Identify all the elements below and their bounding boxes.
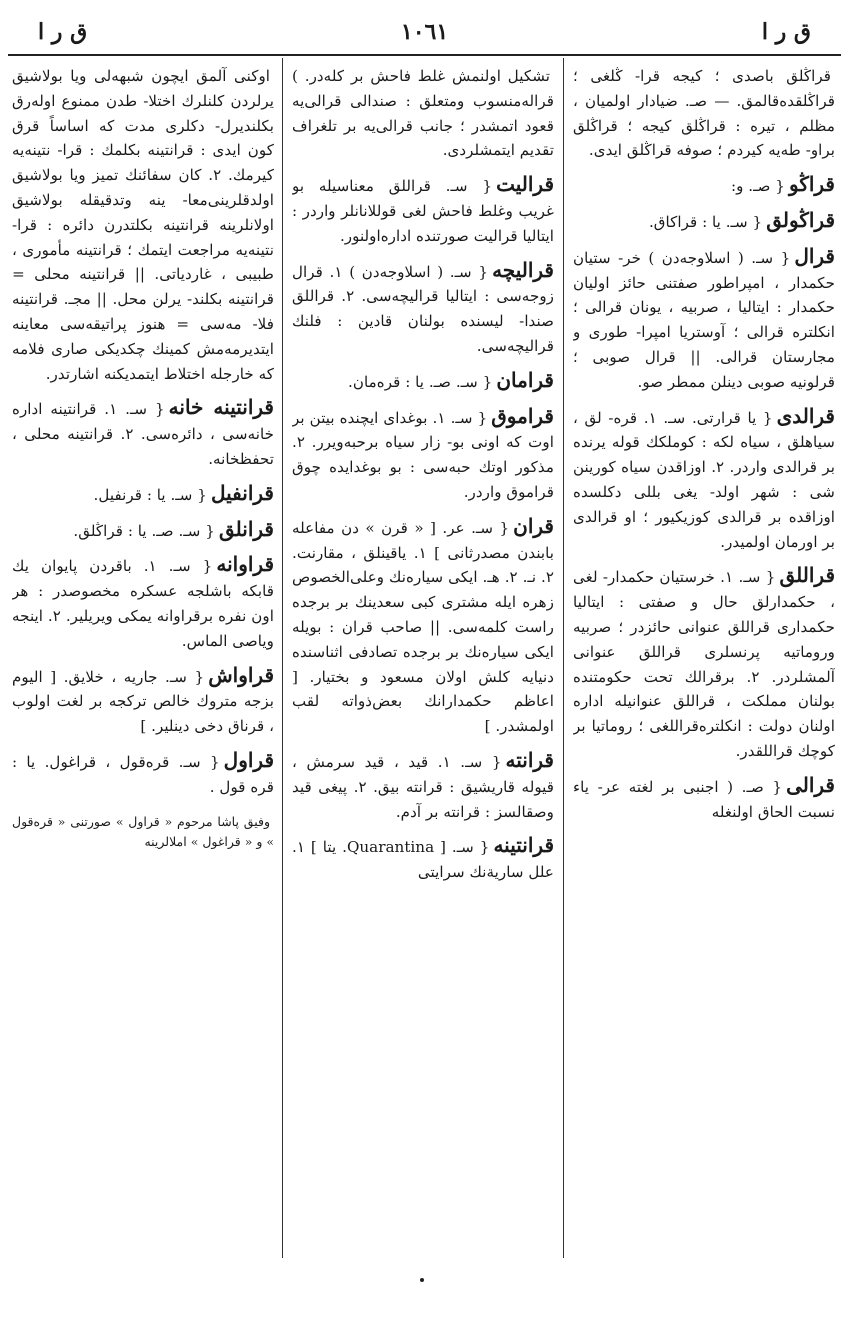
entry bbox=[12, 517, 274, 544]
entry bbox=[292, 258, 554, 359]
definition: { سـ. ١. بوغداى ايچنده بيتن بر اوت كه اونى بو- زار سياه برحبه‌ويرر. ٢. مذكور اوتك حبه‌سى : بو بوغدايده چوق قراموق واردر. bbox=[292, 408, 554, 501]
entry bbox=[12, 481, 274, 508]
entry bbox=[292, 833, 554, 885]
definition: { سـ. ١. باقردن پايوان يك قابكه باشلجه عسكره مخصوصدر : هر اون نفره برقراوانه يمكى ويريلير. ٢. اينجه وياصى الماس. bbox=[12, 557, 274, 650]
headword: قرالى bbox=[786, 772, 835, 797]
entry bbox=[292, 172, 554, 248]
headword: قراللق bbox=[779, 563, 835, 588]
entry bbox=[573, 244, 835, 395]
definition: { صـ. و: bbox=[731, 177, 785, 196]
headword: قراليت bbox=[496, 172, 554, 197]
definition: { يا قرارتى. سـ. ١. قره- لق ، سياهلق ، سياه لكه : كوملكك قوله يرنده بر قرالدى واردر. ٢. اوزاقدن سياه كورينن شى : شهر اولد- يغى بللى دكلسده اوزاقده بر قرالدى كوزيكيور ؛ او قرالدى بر اورمان اولميدر. bbox=[573, 408, 835, 551]
entry bbox=[573, 208, 835, 235]
entry bbox=[12, 663, 274, 739]
headword: قراڭولق bbox=[766, 207, 835, 232]
page-dot bbox=[420, 1278, 424, 1282]
entry bbox=[12, 748, 274, 800]
definition: { سـ. جاريه ، خلايق. [ اليوم بزجه متروك خالص تركجه بر لغت اولوب ، قرناق دخى دينلير. ] bbox=[12, 667, 274, 736]
headword: قرال bbox=[794, 243, 835, 268]
entry bbox=[292, 514, 554, 739]
entry bbox=[292, 62, 554, 163]
headword: قرانلق bbox=[218, 516, 274, 541]
headword: قراڭو bbox=[788, 172, 835, 197]
definition: اوكنى آلمق ايچون شبهه‌لى ويا بولاشيق يرلردن كلنلرك اختلا- طدن ممنوع اوله‌رق بكلنديرل- دكلرى مدت كه اساساً قرق كون ايدى : قرانتينه بكلمك : قرا- نتينه‌يه كيرمك. ٢. كان سفائنك تميز ويا بولاشيق اولدقلرينى‌معا- ينه وتدقيقله بولاشيق اولانلرينه قرانتينه بكلتدرن دائره : قرا- نتينه‌يه مراجعت ايتمك ؛ قرانتينه مأمورى ، طبيبى ، غاردياتى. || قرانتينه محلى = قرانتينه بكلند- يرلن محل. || مجـ. قرانتينه فلا- مه‌سى = هنوز پراتيقه‌سى معاينه ايتديرمه‌مش كمينك چكديكى صارى فلامه كه خارجله اختلاط ايتمديكنه اشارتدر. bbox=[12, 67, 274, 383]
headword: قرانتينه خانه bbox=[168, 395, 274, 420]
definition: { سـ. ١. خرستيان حكمدار- لغى ، حكمدارلق حال و صفتى : ايتاليا حكمدارى قراللق عنوانى حائزدر ؛ صربيه وروماتيه پرنسلرى قراللق عنوانى آلمشلردر. ٢. برقرالك تحت حكومتنده بولنان مملكت ، قراللق عنوانيله اداره اولنان دولت : انكلتره‌قراللغى ؛ روماتيا بر كوچك قراللقدر. bbox=[573, 568, 835, 760]
definition: { سـ. يا : قرنفيل. bbox=[93, 485, 207, 504]
column-divider-left bbox=[282, 58, 283, 1258]
entry bbox=[573, 773, 835, 825]
definition: { سـ. قراللق معناسيله بو غريب وغلط فاحش لغى قوللانانلر واردر : ايتاليا قراليت صورتنده اداره‌اولنور. bbox=[292, 177, 554, 245]
definition: قراڭلق باصدى ؛ كيجه قرا- ڭلغى ؛ قراڭلقده‌قالمق. — صـ. ضيادار اولميان ، مظلم ، تيره : قراڭلق كيجه ؛ قراڭلق براو- طه‌يه كيردم ؛ صوفه قراڭلق ايدى. bbox=[573, 67, 835, 160]
headword: قراموق bbox=[491, 403, 554, 428]
page-number: ١٠٦١ bbox=[400, 19, 449, 45]
headword: قراليچه bbox=[492, 257, 554, 282]
entry bbox=[12, 395, 274, 471]
entry bbox=[292, 748, 554, 824]
footnote bbox=[12, 809, 274, 852]
entry bbox=[12, 62, 274, 386]
headword: قراواش bbox=[208, 662, 274, 687]
page-header bbox=[10, 14, 839, 50]
headword: قراول bbox=[223, 747, 274, 772]
entry bbox=[573, 172, 835, 199]
definition: { سـ. صـ. يا : قره‌مان. bbox=[348, 372, 493, 391]
definition: { سـ. ( اسلاوجه‌دن ) ١. قرال زوجه‌سى : ايتاليا قراليچه‌سى. ٢. قراللق صندا- ليسنده بولنان قادين : فلنك قراليچه‌سى. bbox=[292, 262, 554, 355]
header-left-guide-word: ق ر ا bbox=[38, 19, 88, 45]
entry bbox=[573, 404, 835, 555]
headword: قرانتينه bbox=[493, 833, 554, 858]
entry bbox=[12, 552, 274, 653]
definition: وفيق پاشا مرحوم « قراول » صورتنى « قره‌قول » و « قراغول » املالرينه bbox=[12, 813, 274, 849]
column-divider-right bbox=[563, 58, 564, 1258]
definition: { سـ. يا : قراكاق. bbox=[648, 212, 763, 231]
right-column bbox=[573, 62, 835, 1242]
entry bbox=[292, 368, 554, 395]
headword: قرانته bbox=[505, 747, 554, 772]
definition: { سـ. صـ. يا : قراڭلق. bbox=[73, 521, 215, 540]
definition: { سـ. ١. قيد ، قيد سرمش ، قيوله قاريشيق : قرانته بيق. ٢. پيغى قيد وصقالسز : قرانته بر آدم. bbox=[292, 752, 554, 821]
header-right-guide-word: ق ر ا bbox=[761, 19, 811, 45]
headword: قراوانه bbox=[216, 552, 274, 577]
middle-column bbox=[292, 62, 554, 1242]
definition: { سـ. ( اسلاوجه‌دن ) خر- ستيان حكمدار ، امپراطور صفتنى حائز اوليان حكمدار : ايتاليا ، صربيه ، يونان قرالى ؛ انكلتره قرالى ؛ آوستريا امپرا- طورى و مجارستان قرالى. || قرال صوبى ؛ قرلونيه صوبى دينلن ممطر صو. bbox=[573, 248, 835, 391]
header-rule bbox=[8, 54, 841, 56]
definition: تشكيل اولنمش غلط فاحش بر كله‌در. ) قراله‌منسوب ومتعلق : صندالى قرالى‌يه قعود اتمشدر ؛ جانب قرالى‌يه بر تلغراف تقديم ايتمشلردى. bbox=[292, 67, 554, 160]
definition: { سـ. قره‌قول ، قراغول. يا : قره قول . bbox=[12, 752, 274, 796]
headword: قران bbox=[513, 513, 554, 538]
headword: قرالدى bbox=[776, 403, 835, 428]
entry bbox=[573, 62, 835, 163]
definition: { سـ. [ Quarantina. يتا ] ١. علل سارية‌نك سرايتى bbox=[292, 838, 554, 882]
definition: { سـ. ١. قرانتينه اداره خانه‌سى ، دائره‌سى. ٢. قرانتينه محلى ، تحفظخانه. bbox=[12, 400, 274, 468]
definition: { صـ. ( اجنبى بر لغته عر- ياء نسبت الحاق اولنغله bbox=[573, 777, 835, 821]
entry bbox=[292, 404, 554, 505]
left-column bbox=[12, 62, 274, 1242]
headword: قرانفيل bbox=[210, 480, 274, 505]
definition: { سـ. عر. [ « قرن » دن مفاعله بابندن مصدرثانى ] ١. ياقينلق ، مقارنت. ٢. نـ. ٢. هـ. ايكى سياره‌نك وعلى‌الخصوص زهره ايله مشترى كبى سعدينك بر برجده راست كلمه‌سى. || صاحب قران : بويله ايكى سياره‌نك بر برجده تصادفى اثناسنده دنيايه كلش اولان مسعود و بختيار. [ اعاظم حكمدارانك بعض‌ذواته لقب اولمشدر. ] bbox=[292, 518, 554, 736]
entry bbox=[573, 563, 835, 763]
headword: قرامان bbox=[496, 367, 554, 392]
